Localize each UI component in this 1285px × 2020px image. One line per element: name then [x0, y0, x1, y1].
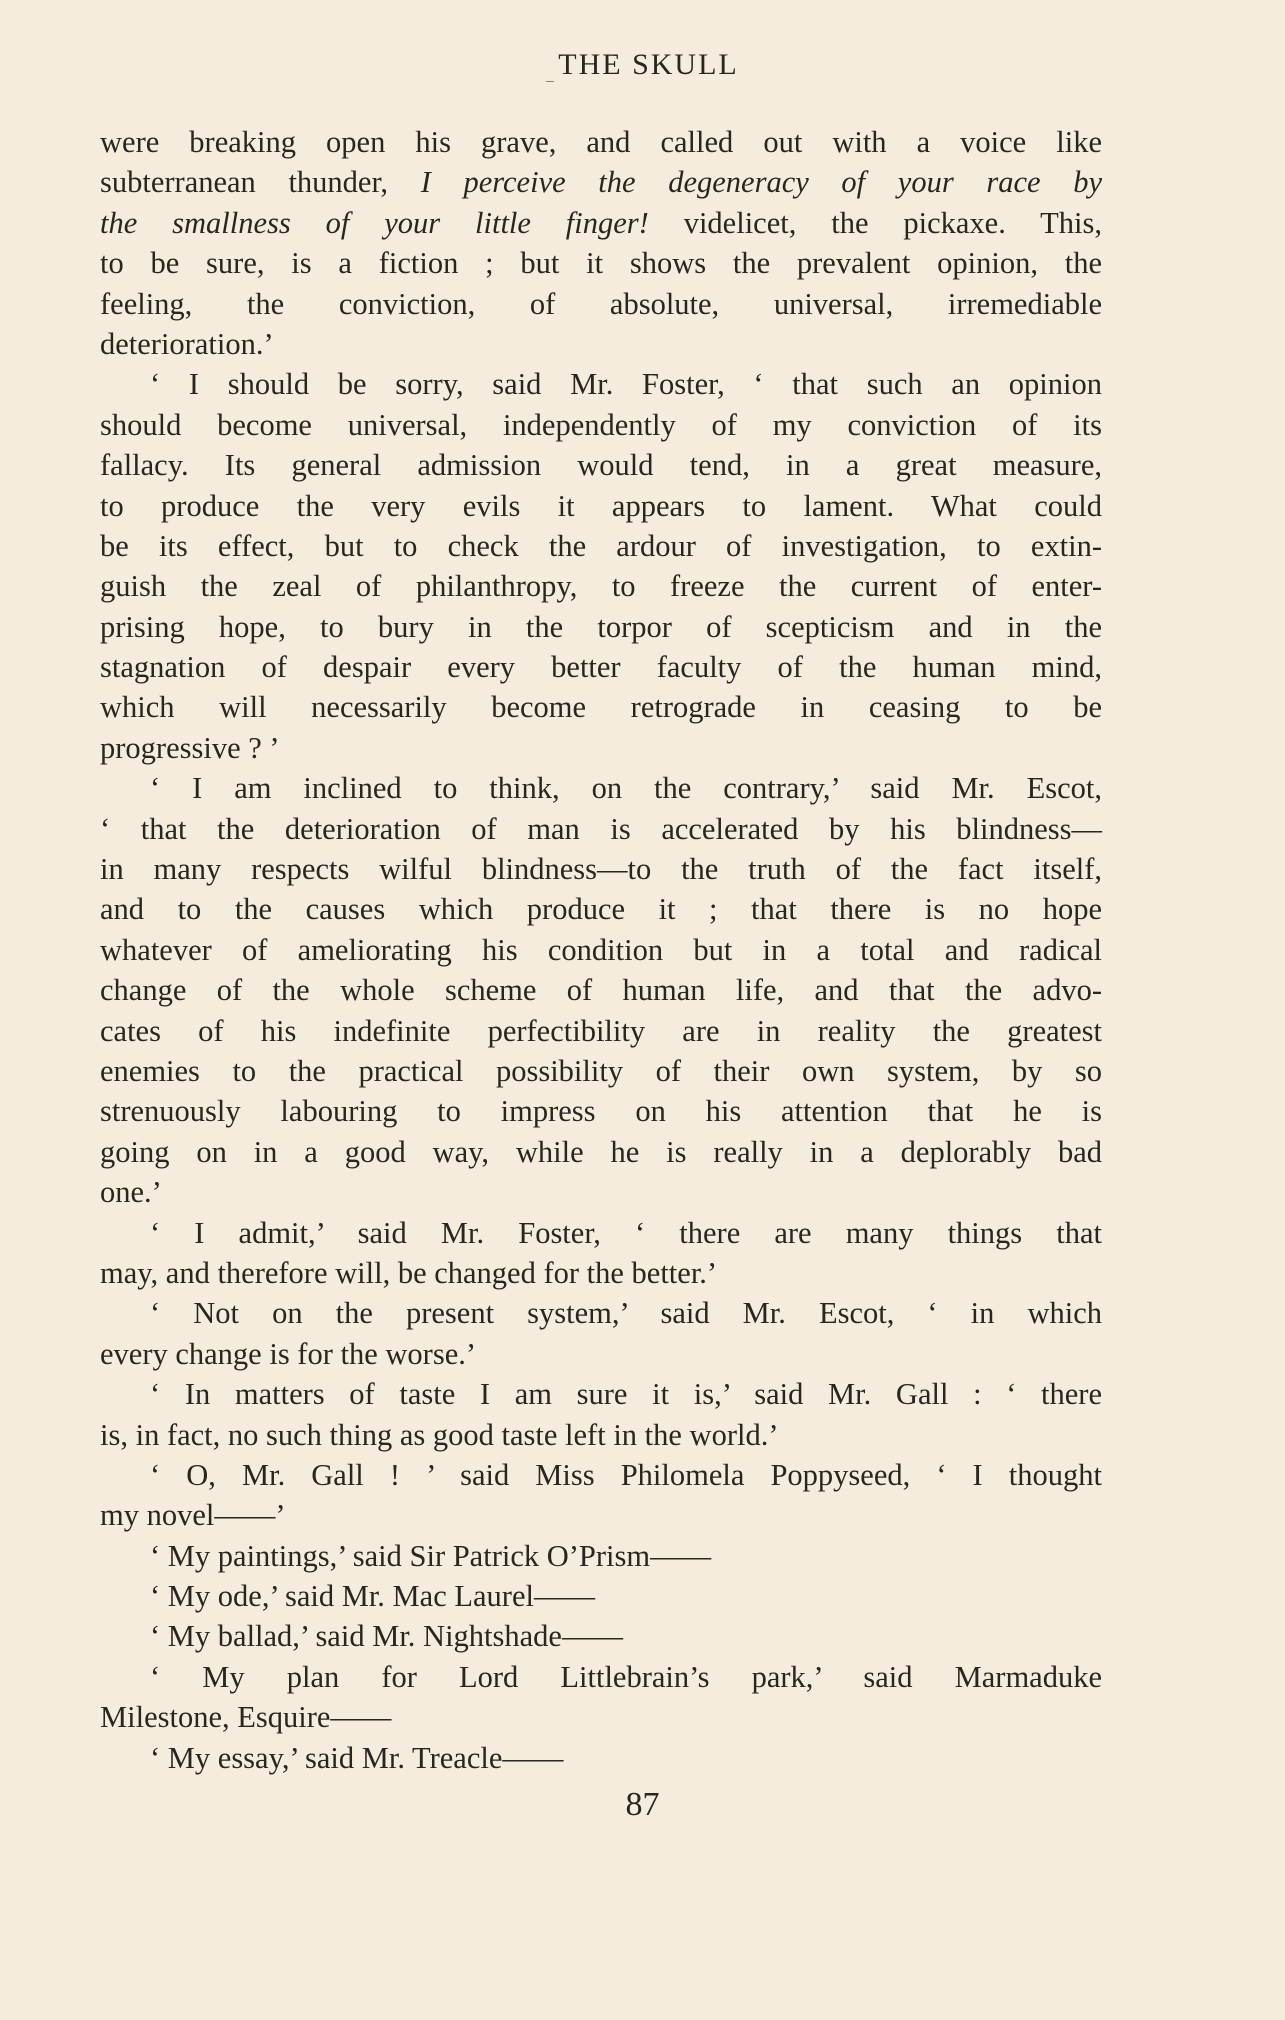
text-line: going on in a good way, while he is really in a deplorably bad — [100, 1134, 1102, 1169]
text-line: is, in fact, no such thing as good taste left in the world.’ — [100, 1417, 779, 1452]
text-line: fallacy. Its general admission would tend, in a great measure, — [100, 448, 1102, 483]
text-line: stagnation of despair every better faculty of the human mind, — [100, 650, 1102, 685]
text-line: prising hope, to bury in the torpor of scepticism and in the — [100, 609, 1102, 644]
text-line: may, and therefore will, be changed for the better.’ — [100, 1255, 718, 1290]
running-title: THE SKULL — [558, 48, 739, 81]
text-line: change of the whole scheme of human life, and that the advo- — [100, 973, 1102, 1008]
text-line: ‘ that the deterioration of man is accelerated by his blindness— — [100, 811, 1102, 846]
page-number: 87 — [625, 1786, 660, 1823]
text-line: ‘ My plan for Lord Littlebrain’s park,’ said Marmaduke — [150, 1659, 1102, 1694]
text-line: be its effect, but to check the ardour of investigation, to extin- — [100, 528, 1102, 563]
text-line: the smallness of your little finger! videlicet, the pickaxe. This, — [100, 205, 1102, 240]
text-line: and to the causes which produce it ; that there is no hope — [100, 892, 1102, 927]
text-line: feeling, the conviction, of absolute, universal, irremediable — [100, 286, 1102, 321]
text-line: ‘ My ode,’ said Mr. Mac Laurel—— — [150, 1579, 595, 1614]
text-line: in many respects wilful blindness—to the truth of the fact itself, — [100, 852, 1102, 887]
text-line: ‘ Not on the present system,’ said Mr. Escot, ‘ in which — [150, 1296, 1102, 1331]
text-line: ‘ My essay,’ said Mr. Treacle—— — [150, 1740, 564, 1775]
text-line: ‘ I admit,’ said Mr. Foster, ‘ there are many things that — [150, 1215, 1102, 1250]
text-line: strenuously labouring to impress on his attention that he is — [100, 1094, 1102, 1129]
running-head — [0, 48, 1285, 82]
text-line: ‘ I should be sorry, said Mr. Foster, ‘ that such an opinion — [150, 367, 1102, 402]
text-line: subterranean thunder, I perceive the degeneracy of your race by — [100, 165, 1102, 200]
text-line: which will necessarily become retrograde in ceasing to be — [100, 690, 1102, 725]
text-line: ‘ My ballad,’ said Mr. Nightshade—— — [150, 1619, 623, 1654]
body-text — [100, 122, 1102, 1778]
text-line: Milestone, Esquire—— — [100, 1700, 392, 1735]
text-line: every change is for the worse.’ — [100, 1336, 477, 1371]
text-line: whatever of ameliorating his condition but in a total and radical — [100, 932, 1102, 967]
text-line: enemies to the practical possibility of their own system, by so — [100, 1053, 1102, 1088]
text-line: ‘ In matters of taste I am sure it is,’ said Mr. Gall : ‘ there — [150, 1377, 1102, 1412]
text-line: were breaking open his grave, and called out with a voice like — [100, 125, 1102, 159]
text-line: ‘ My paintings,’ said Sir Patrick O’Prism—— — [150, 1538, 712, 1573]
text-line: guish the zeal of philanthropy, to freeze the current of enter- — [100, 569, 1102, 604]
text-line: ‘ O, Mr. Gall ! ’ said Miss Philomela Poppyseed, ‘ I thought — [150, 1457, 1102, 1492]
text-line: cates of his indefinite perfectibility are in reality the greatest — [100, 1013, 1102, 1048]
text-line: ‘ I am inclined to think, on the contrary,’ said Mr. Escot, — [150, 771, 1102, 806]
crop-mark — [546, 49, 554, 82]
text-line: one.’ — [100, 1175, 162, 1210]
text-line: to produce the very evils it appears to lament. What could — [100, 488, 1102, 523]
text-line: should become universal, independently of my conviction of its — [100, 407, 1102, 442]
text-line: deterioration.’ — [100, 326, 274, 361]
text-line: my novel——’ — [100, 1498, 286, 1533]
text-line: progressive ? ’ — [100, 730, 280, 765]
text-line: to be sure, is a fiction ; but it shows the prevalent opinion, the — [100, 246, 1102, 281]
